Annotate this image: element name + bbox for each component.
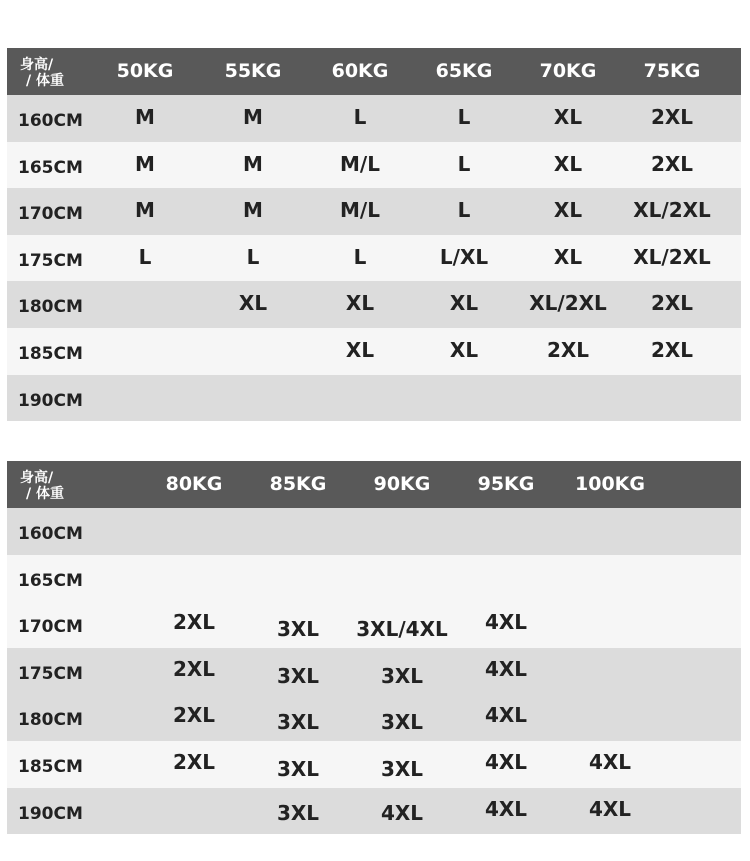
size-cell: 3XL: [380, 710, 424, 735]
height-label: 165CM: [18, 157, 83, 178]
size-cell: M/L: [340, 198, 380, 223]
height-label: 165CM: [18, 570, 83, 591]
size-cell: 2XL: [650, 291, 694, 316]
weight-header-70kg: 70KG: [539, 60, 597, 82]
table-row: [7, 188, 741, 235]
corner-weight-label: / 体重: [26, 73, 64, 89]
corner-label: [20, 470, 64, 502]
height-label: 170CM: [18, 204, 83, 225]
weight-header-75kg: 75KG: [643, 60, 701, 82]
weight-header-65kg: 65KG: [435, 60, 493, 82]
weight-header-85kg: 85KG: [269, 473, 327, 495]
size-cell: 3XL: [276, 617, 320, 642]
height-label: 180CM: [18, 297, 83, 318]
table-row: [7, 142, 741, 189]
weight-header-90kg: 90KG: [373, 473, 431, 495]
size-cell: 4XL: [588, 796, 632, 821]
table-header: [7, 48, 741, 95]
size-cell: XL: [345, 291, 375, 316]
weight-header-55kg: 55KG: [224, 60, 282, 82]
size-cell: XL: [449, 291, 479, 316]
size-cell: 3XL/4XL: [356, 617, 448, 642]
size-chart-table-1: [7, 48, 741, 421]
height-label: 190CM: [18, 390, 83, 411]
size-cell: M: [135, 105, 155, 129]
table-row: [7, 95, 741, 142]
size-cell: 2XL: [546, 337, 590, 362]
height-label: 160CM: [18, 524, 83, 544]
size-cell: M: [135, 198, 155, 223]
size-cell: 4XL: [484, 703, 528, 728]
size-cell: M: [243, 151, 263, 176]
size-chart-table-2: [7, 461, 741, 834]
size-cell: 2XL: [172, 610, 216, 635]
table-row: [7, 555, 741, 602]
table-row: [7, 648, 741, 695]
size-cell: 3XL: [380, 663, 424, 688]
table-row: [7, 235, 741, 282]
size-cell: 2XL: [650, 105, 694, 129]
size-cell: L: [138, 244, 152, 269]
height-label: 160CM: [18, 111, 83, 131]
table-row: [7, 694, 741, 741]
size-cell: M: [243, 105, 263, 129]
size-cell: XL: [553, 198, 583, 223]
table-row: [7, 375, 741, 422]
size-cell: 2XL: [172, 703, 216, 728]
size-cell: M: [243, 198, 263, 223]
size-cell: XL: [449, 337, 479, 362]
weight-header-95kg: 95KG: [477, 473, 535, 495]
size-cell: 2XL: [172, 749, 216, 774]
size-cell: XL: [238, 291, 268, 316]
corner-label: [20, 57, 64, 89]
table-row: [7, 281, 741, 328]
size-cell: L: [457, 198, 471, 223]
height-label: 175CM: [18, 250, 83, 271]
size-cell: M/L: [340, 151, 380, 176]
corner-height-label: 身高/: [20, 57, 54, 73]
table-row: [7, 741, 741, 788]
size-cell: XL/2XL: [633, 244, 711, 269]
height-label: 170CM: [18, 617, 83, 638]
height-label: 190CM: [18, 803, 83, 824]
size-cell: XL/2XL: [633, 198, 711, 223]
size-cell: L/XL: [439, 244, 489, 269]
size-cell: L: [353, 105, 367, 129]
height-label: 185CM: [18, 756, 83, 777]
height-label: 185CM: [18, 343, 83, 364]
size-cell: 4XL: [484, 796, 528, 821]
size-cell: XL: [553, 105, 583, 129]
size-cell: L: [246, 244, 260, 269]
corner-height-label: 身高/: [20, 470, 54, 486]
table-row: [7, 788, 741, 835]
size-cell: XL: [345, 337, 375, 362]
size-cell: XL/2XL: [529, 291, 607, 316]
corner-weight-label: / 体重: [26, 486, 64, 502]
size-cell: 4XL: [484, 749, 528, 774]
size-cell: 3XL: [276, 710, 320, 735]
size-cell: 4XL: [484, 656, 528, 681]
size-cell: 3XL: [276, 756, 320, 781]
height-label: 175CM: [18, 663, 83, 684]
weight-header-50kg: 50KG: [116, 60, 174, 82]
size-cell: 2XL: [172, 656, 216, 681]
size-cell: M: [135, 151, 155, 176]
size-cell: L: [353, 244, 367, 269]
table-row: [7, 328, 741, 375]
table-row: [7, 508, 741, 555]
weight-header-80kg: 80KG: [165, 473, 223, 495]
size-cell: XL: [553, 244, 583, 269]
size-cell: 4XL: [380, 800, 424, 825]
weight-header-60kg: 60KG: [331, 60, 389, 82]
size-cell: L: [457, 105, 471, 129]
height-label: 180CM: [18, 710, 83, 731]
size-cell: L: [457, 151, 471, 176]
table-row: [7, 601, 741, 648]
size-cell: 3XL: [276, 800, 320, 825]
size-cell: 3XL: [276, 663, 320, 688]
size-cell: 2XL: [650, 151, 694, 176]
size-cell: 3XL: [380, 756, 424, 781]
table-header: [7, 461, 741, 508]
size-cell: 4XL: [484, 610, 528, 635]
size-cell: XL: [553, 151, 583, 176]
size-cell: 2XL: [650, 337, 694, 362]
weight-header-100kg: 100KG: [575, 473, 645, 495]
size-cell: 4XL: [588, 749, 632, 774]
